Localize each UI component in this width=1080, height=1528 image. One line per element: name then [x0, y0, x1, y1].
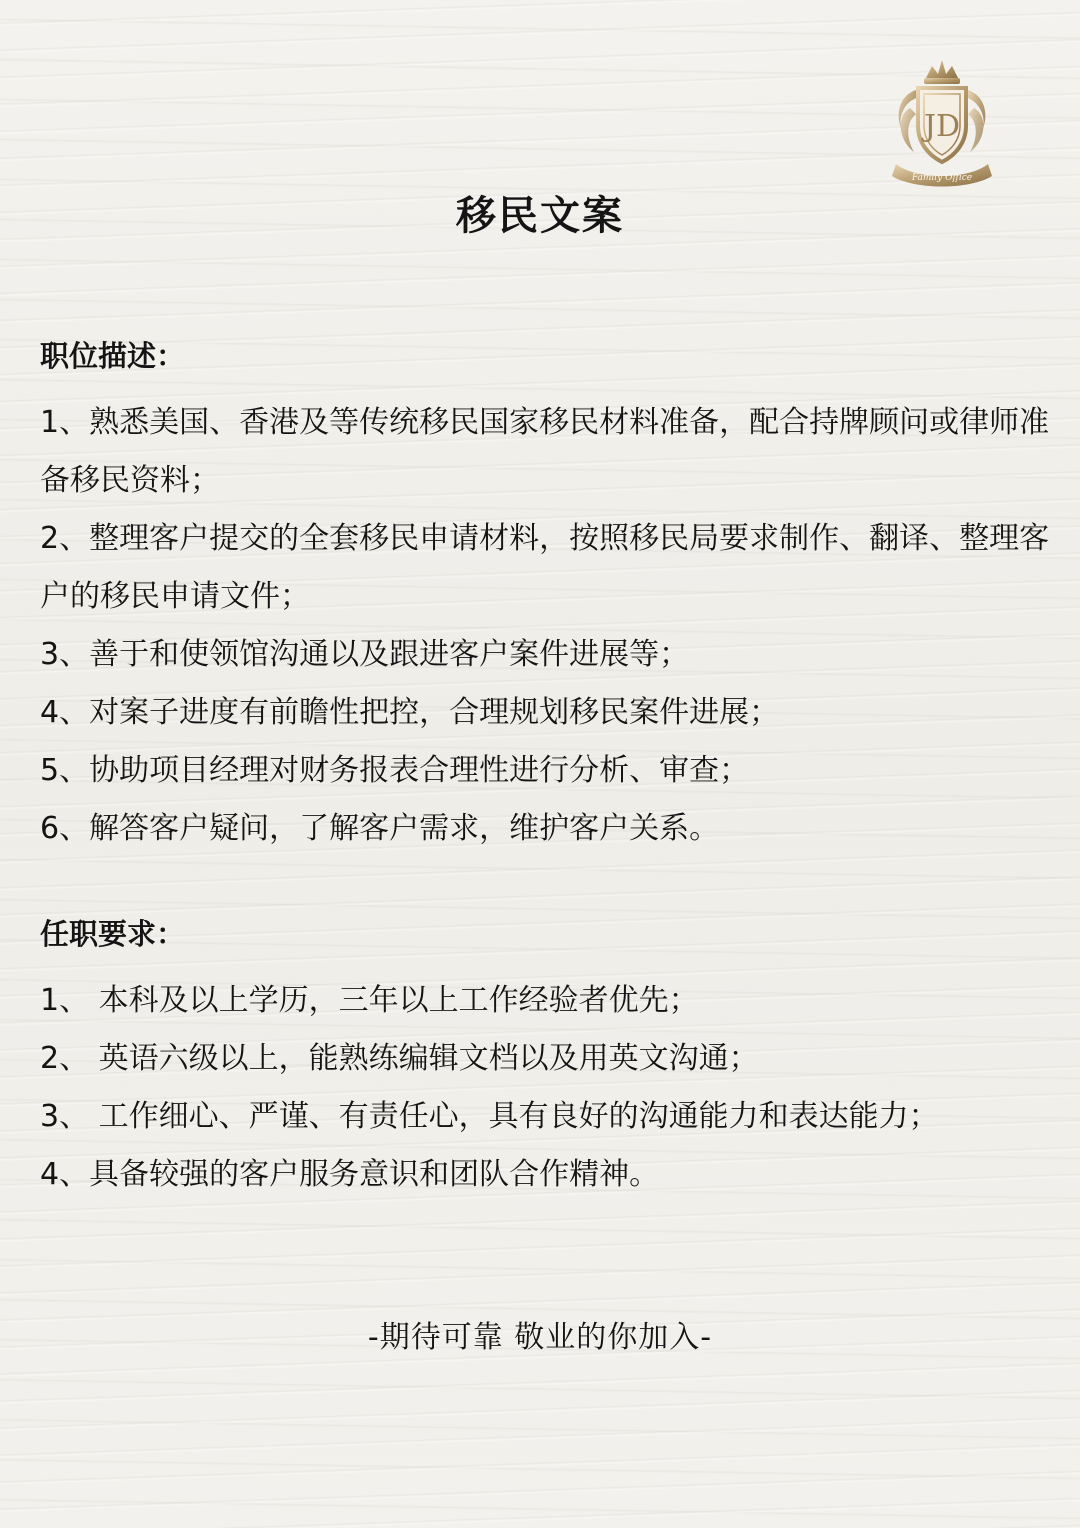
duty-item: 4、对案子进度有前瞻性把控，合理规划移民案件进展；	[40, 695, 780, 730]
job-requirements-section	[40, 914, 1050, 1204]
duty-item: 1、熟悉美国、香港及等传统移民国家移民材料准备，配合持牌顾问或律师准备移民资料；	[40, 405, 1050, 498]
crest-icon	[886, 56, 998, 190]
requirement-item: 3、 工作细心、严谨、有责任心，具有良好的沟通能力和表达能力；	[40, 1099, 939, 1134]
page-title: 移民文案	[456, 193, 624, 239]
requirement-item: 2、 英语六级以上，能熟练编辑文档以及用英文沟通；	[40, 1041, 759, 1076]
duty-item: 3、善于和使领馆沟通以及跟进客户案件进展等；	[40, 637, 690, 672]
footer-slogan: -期待可靠 敬业的你加入-	[367, 1320, 713, 1355]
requirement-item: 4、具备较强的客户服务意识和团队合作精神。	[40, 1157, 660, 1192]
duty-item: 2、整理客户提交的全套移民申请材料，按照移民局要求制作、翻译、整理客户的移民申请文件；	[40, 521, 1050, 614]
family-office-crest-logo	[886, 56, 998, 190]
requirement-item: 1、 本科及以上学历，三年以上工作经验者优先；	[40, 983, 699, 1018]
crest-monogram: JD	[923, 109, 961, 144]
duty-item: 6、解答客户疑问，了解客户需求，维护客户关系。	[40, 811, 720, 846]
duty-item: 5、协助项目经理对财务报表合理性进行分析、审查；	[40, 753, 750, 788]
crest-ribbon-text: Family Office	[911, 173, 973, 183]
job-description-heading: 职位描述：	[40, 339, 186, 373]
job-requirements-heading: 任职要求：	[40, 917, 186, 951]
job-description-section	[40, 336, 1050, 858]
